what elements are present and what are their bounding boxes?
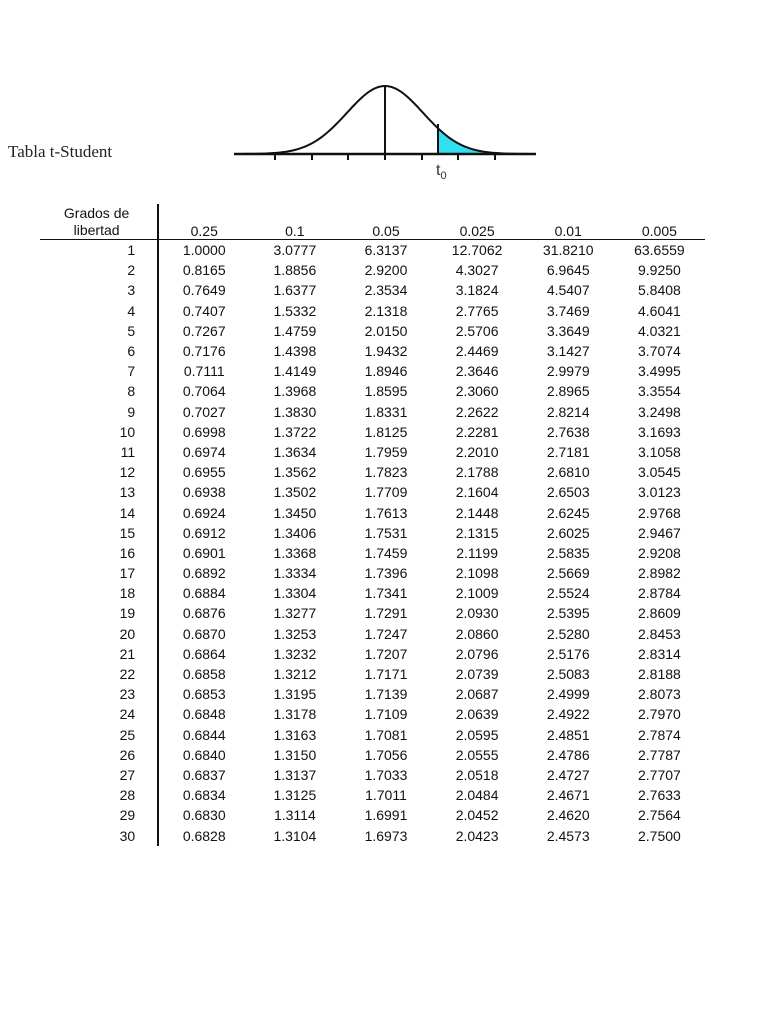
critical-value-cell: 2.7787 <box>637 746 681 763</box>
critical-value-cell: 1.3634 <box>273 443 317 460</box>
critical-value-cell: 3.1058 <box>637 443 681 460</box>
table-row <box>40 442 705 462</box>
table-row <box>40 563 705 583</box>
critical-value-cell: 1.6377 <box>273 282 317 299</box>
critical-value-cell: 0.8165 <box>182 262 226 279</box>
degrees-of-freedom-cell: 23 <box>40 684 158 704</box>
degrees-of-freedom-cell: 13 <box>40 482 158 502</box>
degrees-of-freedom-cell: 20 <box>40 624 158 644</box>
critical-value-cell: 2.4922 <box>546 706 590 723</box>
critical-value-cell: 1.7823 <box>364 464 408 481</box>
critical-value-cell: 1.7109 <box>364 706 408 723</box>
table-row <box>40 664 705 684</box>
critical-value-cell: 2.9467 <box>637 524 681 541</box>
critical-value-cell: 2.0423 <box>455 827 499 844</box>
critical-value-cell: 2.7970 <box>637 706 681 723</box>
critical-value-cell: 1.3450 <box>273 504 317 521</box>
table-row <box>40 644 705 664</box>
degrees-of-freedom-cell: 24 <box>40 704 158 724</box>
critical-value-cell: 1.3212 <box>273 666 317 683</box>
t-student-table <box>40 204 705 846</box>
critical-value-cell: 0.6901 <box>182 544 226 561</box>
table-row <box>40 704 705 724</box>
critical-value-cell: 1.4149 <box>273 363 317 380</box>
critical-value-cell: 2.7181 <box>546 443 590 460</box>
critical-value-cell: 1.4398 <box>273 343 317 360</box>
critical-value-cell: 1.3195 <box>273 686 317 703</box>
critical-value-cell: 1.7011 <box>365 787 407 804</box>
critical-value-cell: 1.3968 <box>273 383 317 400</box>
critical-value-cell: 0.7649 <box>182 282 226 299</box>
critical-value-cell: 2.0930 <box>455 605 499 622</box>
critical-value-cell: 1.3830 <box>273 403 317 420</box>
alpha-header: 0.05 <box>340 204 431 240</box>
degrees-of-freedom-cell: 12 <box>40 462 158 482</box>
critical-value-cell: 3.7074 <box>637 343 681 360</box>
alpha-header: 0.01 <box>523 204 614 240</box>
critical-value-cell: 3.0123 <box>637 484 681 501</box>
critical-value-cell: 2.3060 <box>455 383 499 400</box>
critical-value-cell: 1.3125 <box>273 787 317 804</box>
critical-value-cell: 2.2010 <box>455 443 499 460</box>
degrees-of-freedom-cell: 3 <box>40 280 158 300</box>
critical-value-cell: 0.6853 <box>182 686 226 703</box>
table-row <box>40 361 705 381</box>
table-row <box>40 462 705 482</box>
table-row <box>40 321 705 341</box>
critical-value-cell: 1.3114 <box>273 807 316 824</box>
table-row <box>40 260 705 280</box>
critical-value-cell: 2.7633 <box>637 787 681 804</box>
critical-value-cell: 2.5669 <box>546 565 590 582</box>
table-row <box>40 805 705 825</box>
critical-value-cell: 0.6974 <box>182 443 226 460</box>
critical-value-cell: 2.0452 <box>455 807 499 824</box>
critical-value-cell: 1.3406 <box>273 524 317 541</box>
critical-value-cell: 1.7207 <box>364 645 408 662</box>
critical-value-cell: 3.7469 <box>546 302 590 319</box>
table-row <box>40 684 705 704</box>
critical-value-cell: 2.3534 <box>364 282 408 299</box>
degrees-of-freedom-cell: 14 <box>40 502 158 522</box>
t-student-table-container <box>40 204 705 846</box>
table-row <box>40 280 705 300</box>
critical-value-cell: 0.6844 <box>182 726 226 743</box>
critical-value-cell: 2.1315 <box>455 524 499 541</box>
degrees-of-freedom-cell: 10 <box>40 422 158 442</box>
critical-value-cell: 2.7874 <box>637 726 681 743</box>
critical-value-cell: 3.3649 <box>546 322 590 339</box>
critical-value-cell: 2.0796 <box>455 645 499 662</box>
critical-value-cell: 1.8331 <box>364 403 408 420</box>
critical-value-cell: 9.9250 <box>637 262 681 279</box>
critical-value-cell: 1.8125 <box>364 423 408 440</box>
critical-value-cell: 2.0150 <box>364 322 408 339</box>
critical-value-cell: 4.6041 <box>637 302 681 319</box>
critical-value-cell: 1.6991 <box>364 807 408 824</box>
critical-value-cell: 2.4851 <box>546 726 590 743</box>
critical-value-cell: 0.6998 <box>182 423 226 440</box>
critical-value-cell: 0.7407 <box>182 302 226 319</box>
degrees-of-freedom-cell: 17 <box>40 563 158 583</box>
critical-value-cell: 2.5395 <box>546 605 590 622</box>
degrees-of-freedom-cell: 21 <box>40 644 158 664</box>
t0-label: $t_0$ <box>436 162 447 183</box>
critical-value-cell: 2.1448 <box>455 504 499 521</box>
critical-value-cell: 2.9979 <box>546 363 590 380</box>
critical-value-cell: 1.3368 <box>273 544 317 561</box>
critical-value-cell: 2.9208 <box>637 544 681 561</box>
critical-value-cell: 2.0595 <box>455 726 499 743</box>
critical-value-cell: 2.1318 <box>364 302 408 319</box>
critical-value-cell: 2.8214 <box>546 403 590 420</box>
degrees-of-freedom-cell: 4 <box>40 301 158 321</box>
critical-value-cell: 63.6559 <box>634 242 685 259</box>
critical-value-cell: 2.0639 <box>455 706 499 723</box>
critical-value-cell: 3.1427 <box>546 343 590 360</box>
table-body <box>40 240 705 846</box>
critical-value-cell: 1.3150 <box>273 746 317 763</box>
degrees-of-freedom-cell: 26 <box>40 745 158 765</box>
critical-value-cell: 1.7709 <box>364 484 408 501</box>
critical-value-cell: 1.3277 <box>273 605 317 622</box>
degrees-of-freedom-cell: 1 <box>40 240 158 261</box>
critical-value-cell: 1.7341 <box>364 585 408 602</box>
degrees-of-freedom-cell: 11 <box>40 442 158 462</box>
critical-value-cell: 2.4727 <box>546 766 590 783</box>
degrees-of-freedom-cell: 27 <box>40 765 158 785</box>
critical-value-cell: 1.3722 <box>273 423 317 440</box>
critical-value-cell: 2.8609 <box>637 605 681 622</box>
degrees-of-freedom-cell: 6 <box>40 341 158 361</box>
critical-value-cell: 3.1824 <box>455 282 499 299</box>
critical-value-cell: 2.6025 <box>546 524 590 541</box>
degrees-of-freedom-cell: 7 <box>40 361 158 381</box>
table-header-row <box>40 204 705 240</box>
critical-value-cell: 2.6810 <box>546 464 590 481</box>
critical-value-cell: 2.1098 <box>455 565 499 582</box>
critical-value-cell: 1.7171 <box>364 666 408 683</box>
critical-value-cell: 1.3104 <box>273 827 317 844</box>
table-row <box>40 402 705 422</box>
critical-value-cell: 1.8595 <box>364 383 408 400</box>
critical-value-cell: 0.7176 <box>182 343 226 360</box>
table-row <box>40 301 705 321</box>
alpha-header: 0.1 <box>249 204 340 240</box>
critical-value-cell: 0.6840 <box>182 746 226 763</box>
critical-value-cell: 2.5176 <box>546 645 590 662</box>
critical-value-cell: 1.7247 <box>364 625 408 642</box>
critical-value-cell: 2.6245 <box>546 504 590 521</box>
critical-value-cell: 2.5524 <box>546 585 590 602</box>
degrees-of-freedom-cell: 28 <box>40 785 158 805</box>
critical-value-cell: 2.4671 <box>546 787 590 804</box>
t-distribution-figure <box>230 78 540 188</box>
table-row <box>40 745 705 765</box>
critical-value-cell: 0.7027 <box>182 403 226 420</box>
critical-value-cell: 2.8965 <box>546 383 590 400</box>
critical-value-cell: 2.5706 <box>455 322 499 339</box>
critical-value-cell: 2.7765 <box>455 302 499 319</box>
table-row <box>40 502 705 522</box>
critical-value-cell: 2.5083 <box>546 666 590 683</box>
critical-value-cell: 1.7396 <box>364 565 408 582</box>
critical-value-cell: 0.6830 <box>182 807 226 824</box>
critical-value-cell: 2.0860 <box>455 625 499 642</box>
critical-value-cell: 1.3163 <box>273 726 317 743</box>
table-row <box>40 624 705 644</box>
critical-value-cell: 3.3554 <box>637 383 681 400</box>
critical-value-cell: 0.7111 <box>183 363 225 380</box>
critical-value-cell: 0.6912 <box>182 524 226 541</box>
critical-value-cell: 2.0484 <box>455 787 499 804</box>
critical-value-cell: 0.6828 <box>182 827 226 844</box>
critical-value-cell: 1.3253 <box>273 625 317 642</box>
critical-value-cell: 3.2498 <box>637 403 681 420</box>
critical-value-cell: 1.7033 <box>364 766 408 783</box>
critical-value-cell: 1.3334 <box>273 565 317 582</box>
critical-value-cell: 2.1199 <box>456 544 498 561</box>
table-row <box>40 543 705 563</box>
critical-value-cell: 2.7707 <box>637 766 681 783</box>
critical-value-cell: 1.7613 <box>364 504 408 521</box>
critical-value-cell: 1.6973 <box>364 827 408 844</box>
critical-value-cell: 1.4759 <box>273 322 317 339</box>
critical-value-cell: 2.8982 <box>637 565 681 582</box>
critical-value-cell: 2.1788 <box>455 464 499 481</box>
critical-value-cell: 3.0545 <box>637 464 681 481</box>
critical-value-cell: 2.3646 <box>455 363 499 380</box>
critical-value-cell: 1.3178 <box>273 706 317 723</box>
degrees-of-freedom-cell: 2 <box>40 260 158 280</box>
critical-value-cell: 2.0518 <box>455 766 499 783</box>
critical-value-cell: 2.8073 <box>637 686 681 703</box>
critical-value-cell: 1.3232 <box>273 645 317 662</box>
critical-value-cell: 31.8210 <box>542 242 594 259</box>
critical-value-cell: 0.6858 <box>182 666 226 683</box>
critical-value-cell: 2.0739 <box>455 666 499 683</box>
critical-value-cell: 6.9645 <box>546 262 590 279</box>
degrees-of-freedom-cell: 16 <box>40 543 158 563</box>
critical-value-cell: 3.4995 <box>637 363 681 380</box>
critical-value-cell: 1.3137 <box>273 766 317 783</box>
degrees-of-freedom-cell: 25 <box>40 725 158 745</box>
critical-value-cell: 0.6924 <box>182 504 226 521</box>
page-title: Tabla t-Student <box>8 142 113 161</box>
critical-value-cell: 1.0000 <box>182 242 226 259</box>
critical-value-cell: 1.7291 <box>364 605 408 622</box>
table-row <box>40 341 705 361</box>
critical-value-cell: 2.8314 <box>637 645 681 662</box>
critical-value-cell: 3.0777 <box>273 242 317 259</box>
degrees-of-freedom-cell: 22 <box>40 664 158 684</box>
critical-value-cell: 2.9768 <box>637 504 681 521</box>
critical-value-cell: 4.0321 <box>637 322 681 339</box>
critical-value-cell: 0.6870 <box>182 625 226 642</box>
alpha-header: 0.025 <box>432 204 523 240</box>
critical-value-cell: 2.8188 <box>637 666 681 683</box>
critical-value-cell: 2.5835 <box>546 544 590 561</box>
critical-value-cell: 4.3027 <box>455 262 499 279</box>
critical-value-cell: 2.5280 <box>546 625 590 642</box>
critical-value-cell: 6.3137 <box>364 242 408 259</box>
critical-value-cell: 0.7267 <box>182 322 226 339</box>
critical-value-cell: 0.6837 <box>182 766 226 783</box>
critical-value-cell: 2.7564 <box>637 807 681 824</box>
critical-value-cell: 0.6955 <box>182 464 226 481</box>
degrees-of-freedom-cell: 30 <box>40 825 158 845</box>
table-row <box>40 825 705 845</box>
critical-value-cell: 5.8408 <box>637 282 681 299</box>
critical-value-cell: 2.4469 <box>455 343 499 360</box>
critical-value-cell: 1.7959 <box>364 443 408 460</box>
critical-value-cell: 2.4786 <box>546 746 590 763</box>
degrees-of-freedom-cell: 19 <box>40 603 158 623</box>
critical-value-cell: 2.4573 <box>546 827 590 844</box>
table-row <box>40 583 705 603</box>
critical-value-cell: 2.1604 <box>455 484 499 501</box>
table-row <box>40 240 705 261</box>
critical-value-cell: 1.7531 <box>364 524 408 541</box>
degrees-of-freedom-cell: 29 <box>40 805 158 825</box>
critical-value-cell: 2.4620 <box>546 807 590 824</box>
critical-value-cell: 1.3562 <box>273 464 317 481</box>
critical-value-cell: 2.0687 <box>455 686 499 703</box>
critical-value-cell: 0.6876 <box>182 605 226 622</box>
critical-value-cell: 0.6864 <box>182 645 226 662</box>
critical-value-cell: 2.8784 <box>637 585 681 602</box>
critical-value-cell: 2.1009 <box>455 585 499 602</box>
degrees-of-freedom-cell: 8 <box>40 381 158 401</box>
table-row <box>40 785 705 805</box>
table-row <box>40 725 705 745</box>
critical-value-cell: 2.9200 <box>364 262 408 279</box>
table-row <box>40 765 705 785</box>
critical-value-cell: 2.7638 <box>546 423 590 440</box>
table-row <box>40 381 705 401</box>
alpha-header: 0.25 <box>158 204 249 240</box>
degrees-of-freedom-cell: 9 <box>40 402 158 422</box>
critical-value-cell: 2.6503 <box>546 484 590 501</box>
critical-value-cell: 1.3502 <box>273 484 317 501</box>
table-row <box>40 482 705 502</box>
alpha-header: 0.005 <box>614 204 705 240</box>
critical-value-cell: 2.0555 <box>455 746 499 763</box>
degrees-of-freedom-cell: 15 <box>40 523 158 543</box>
critical-value-cell: 1.8946 <box>364 363 408 380</box>
critical-value-cell: 1.5332 <box>273 302 317 319</box>
critical-value-cell: 0.6892 <box>182 565 226 582</box>
critical-value-cell: 12.7062 <box>451 242 503 259</box>
critical-value-cell: 2.2622 <box>455 403 499 420</box>
table-row <box>40 422 705 442</box>
critical-value-cell: 1.7081 <box>364 726 408 743</box>
degrees-of-freedom-header: Grados de libertad <box>40 204 158 240</box>
critical-value-cell: 1.3304 <box>273 585 317 602</box>
critical-value-cell: 4.5407 <box>546 282 590 299</box>
critical-value-cell: 0.6834 <box>182 787 226 804</box>
degrees-of-freedom-cell: 18 <box>40 583 158 603</box>
critical-value-cell: 2.4999 <box>546 686 590 703</box>
table-row <box>40 523 705 543</box>
critical-value-cell: 0.6848 <box>182 706 226 723</box>
critical-value-cell: 0.7064 <box>182 383 226 400</box>
table-row <box>40 603 705 623</box>
critical-value-cell: 0.6884 <box>182 585 226 602</box>
critical-value-cell: 2.8453 <box>637 625 681 642</box>
degrees-of-freedom-cell: 5 <box>40 321 158 341</box>
critical-value-cell: 1.8856 <box>273 262 317 279</box>
critical-value-cell: 3.1693 <box>637 423 681 440</box>
critical-value-cell: 1.7056 <box>364 746 408 763</box>
critical-value-cell: 2.7500 <box>637 827 681 844</box>
critical-value-cell: 1.9432 <box>364 343 408 360</box>
critical-value-cell: 0.6938 <box>182 484 226 501</box>
critical-value-cell: 1.7139 <box>364 686 408 703</box>
critical-value-cell: 1.7459 <box>364 544 408 561</box>
critical-value-cell: 2.2281 <box>455 423 499 440</box>
